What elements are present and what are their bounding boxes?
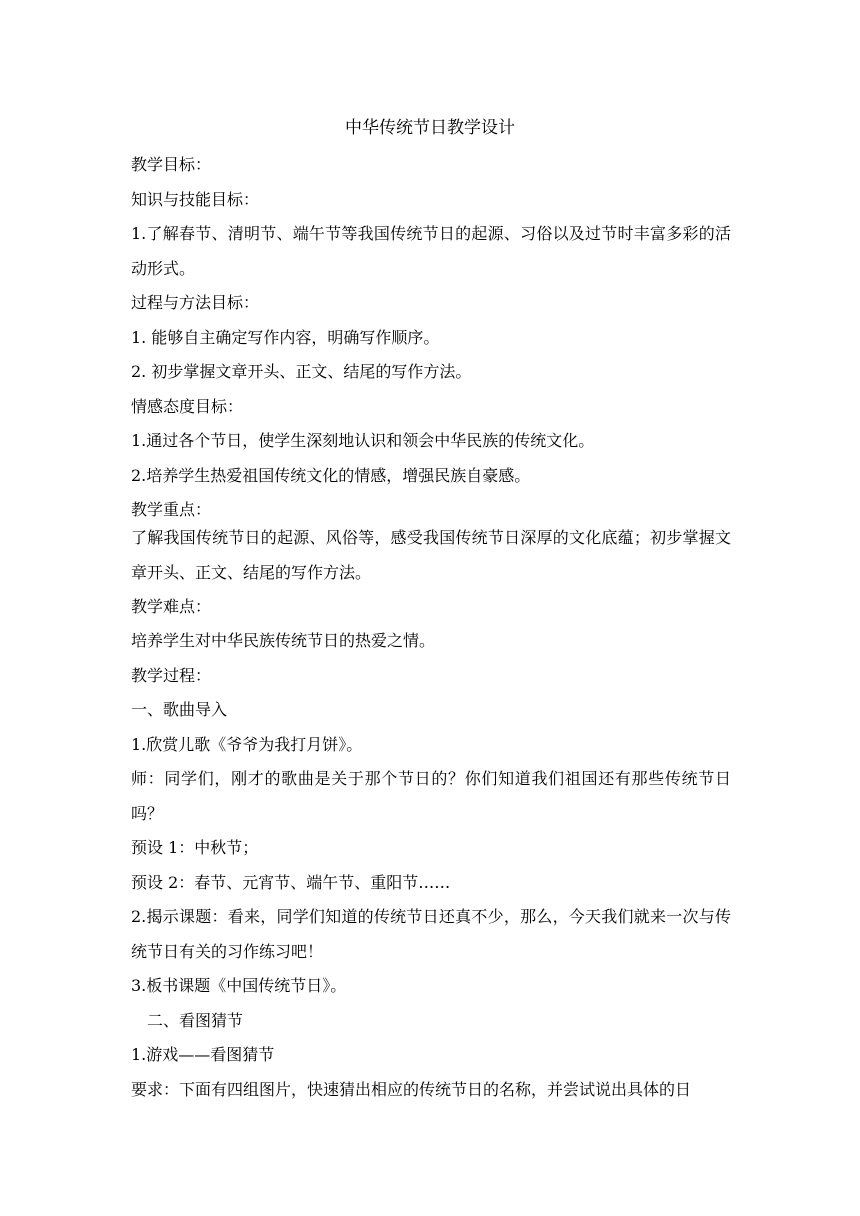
paragraph-process-goal-1: 1. 能够自主确定写作内容，明确写作顺序。 bbox=[131, 328, 440, 347]
paragraph-preset-2: 预设 2：春节、元宵节、端午节、重阳节…… bbox=[131, 873, 451, 892]
heading-difficult-points: 教学难点： bbox=[131, 597, 212, 616]
paragraph-board-title: 3.板书课题《中国传统节日》。 bbox=[131, 976, 347, 995]
paragraph-difficult-points: 培养学生对中华民族传统节日的热爱之情。 bbox=[131, 631, 436, 650]
paragraph-reveal-topic: 2.揭示课题：看来，同学们知道的传统节日还真不少，那么，今天我们就来一次与传统节日有关的习作练习吧！ bbox=[131, 907, 731, 961]
heading-key-points: 教学重点： bbox=[131, 500, 212, 519]
document-title: 中华传统节日教学设计 bbox=[345, 118, 515, 138]
paragraph-guess-game: 1.游戏——看图猜节 bbox=[131, 1045, 275, 1064]
paragraph-attitude-goal-2: 2.培养学生热爱祖国传统文化的情感，增强民族自豪感。 bbox=[131, 466, 531, 485]
heading-knowledge-goals: 知识与技能目标： bbox=[131, 190, 260, 209]
heading-process-goals: 过程与方法目标： bbox=[131, 293, 260, 312]
paragraph-knowledge-goal-1: 1.了解春节、清明节、端午节等我国传统节日的起源、习俗以及过节时丰富多彩的活动形式。 bbox=[131, 224, 731, 278]
heading-attitude-goals: 情感态度目标： bbox=[131, 397, 244, 416]
paragraph-song-appreciation: 1.欣赏儿歌《爷爷为我打月饼》。 bbox=[131, 735, 363, 754]
paragraph-key-points: 了解我国传统节日的起源、风俗等，感受我国传统节日深厚的文化底蕴；初步掌握文章开头、正文、结尾的写作方法。 bbox=[131, 528, 731, 582]
section-song-intro: 一、歌曲导入 bbox=[131, 700, 228, 719]
heading-teaching-goals: 教学目标： bbox=[131, 155, 212, 174]
paragraph-teacher-question: 师：同学们，刚才的歌曲是关于那个节日的？你们知道我们祖国还有那些传统节日吗？ bbox=[131, 769, 731, 823]
paragraph-attitude-goal-1: 1.通过各个节日，使学生深刻地认识和领会中华民族的传统文化。 bbox=[131, 431, 595, 450]
paragraph-process-goal-2: 2. 初步掌握文章开头、正文、结尾的写作方法。 bbox=[131, 362, 472, 381]
paragraph-game-requirements: 要求：下面有四组图片，快速猜出相应的传统节日的名称，并尝试说出具体的日 bbox=[131, 1080, 692, 1099]
paragraph-preset-1: 预设 1：中秋节； bbox=[131, 838, 259, 857]
section-guess-festival: 二、看图猜节 bbox=[147, 1011, 244, 1030]
heading-teaching-process: 教学过程： bbox=[131, 666, 212, 685]
